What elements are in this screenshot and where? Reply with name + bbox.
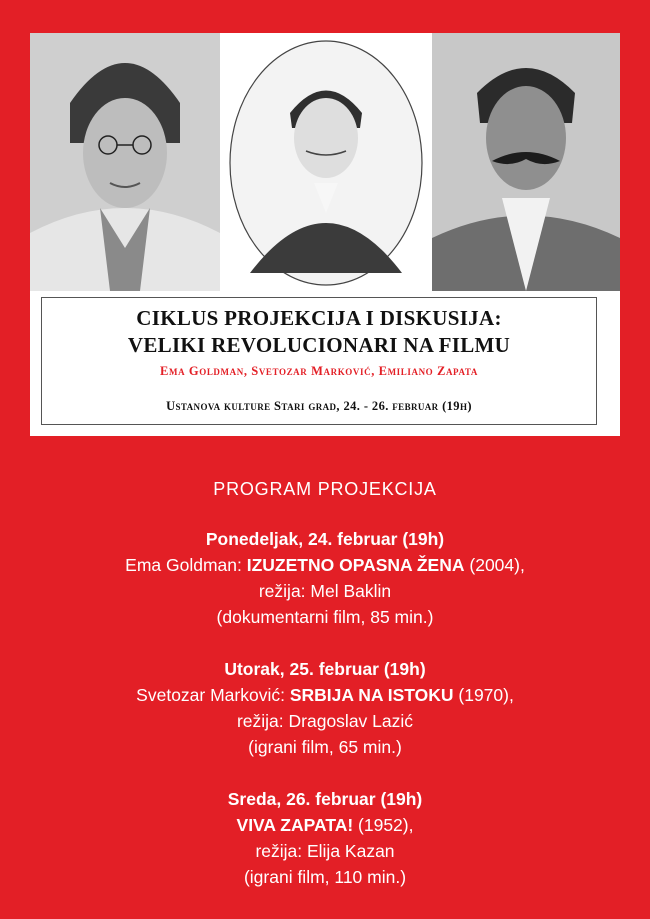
portrait-ema-goldman bbox=[30, 33, 220, 291]
venue-dates: Ustanova kulture Stari grad, 24. - 26. februar (19h) bbox=[166, 399, 472, 413]
entry-year: (1952), bbox=[353, 815, 414, 835]
portrait-svetozar-markovic bbox=[220, 33, 432, 291]
entry-details: (dokumentarni film, 85 min.) bbox=[216, 607, 434, 627]
entry-year: (2004), bbox=[464, 555, 525, 575]
entry-person: Ema Goldman: bbox=[125, 555, 247, 575]
entry-director: režija: Dragoslav Lazić bbox=[236, 711, 414, 731]
program-entry bbox=[0, 786, 650, 890]
portraits-strip bbox=[30, 33, 620, 291]
entry-day: Utorak, 25. februar (19h) bbox=[224, 659, 426, 679]
program-title: PROGRAM PROJEKCIJA bbox=[213, 479, 437, 499]
entry-film-line bbox=[0, 682, 650, 708]
subtitle-names: Ema Goldman, Svetozar Marković, Emiliano Zapata bbox=[160, 364, 478, 378]
entry-director: režija: Elija Kazan bbox=[255, 841, 395, 861]
entry-film-title: VIVA ZAPATA! bbox=[236, 815, 354, 835]
entry-year: (1970), bbox=[453, 685, 514, 705]
entry-person: Svetozar Marković: bbox=[136, 685, 290, 705]
entry-director: režija: Mel Baklin bbox=[258, 581, 392, 601]
header-card bbox=[30, 33, 620, 436]
entry-day: Ponedeljak, 24. februar (19h) bbox=[205, 529, 445, 549]
program-entry bbox=[0, 656, 650, 760]
entry-details: (igrani film, 110 min.) bbox=[243, 867, 407, 887]
title-line-1: CIKLUS PROJEKCIJA I DISKUSIJA: bbox=[136, 306, 502, 330]
entry-film-line bbox=[0, 812, 650, 838]
entry-film-title: SRBIJA NA ISTOKU bbox=[289, 685, 454, 705]
program-section bbox=[0, 479, 650, 916]
entry-day: Sreda, 26. februar (19h) bbox=[227, 789, 423, 809]
title-line-2: VELIKI REVOLUCIONARI NA FILMU bbox=[127, 333, 511, 357]
entry-film-title: IZUZETNO OPASNA ŽENA bbox=[246, 555, 465, 575]
title-box bbox=[41, 297, 597, 425]
program-entry bbox=[0, 526, 650, 630]
entry-details: (igrani film, 65 min.) bbox=[248, 737, 402, 757]
portrait-emiliano-zapata bbox=[432, 33, 620, 291]
entry-film-line bbox=[0, 552, 650, 578]
